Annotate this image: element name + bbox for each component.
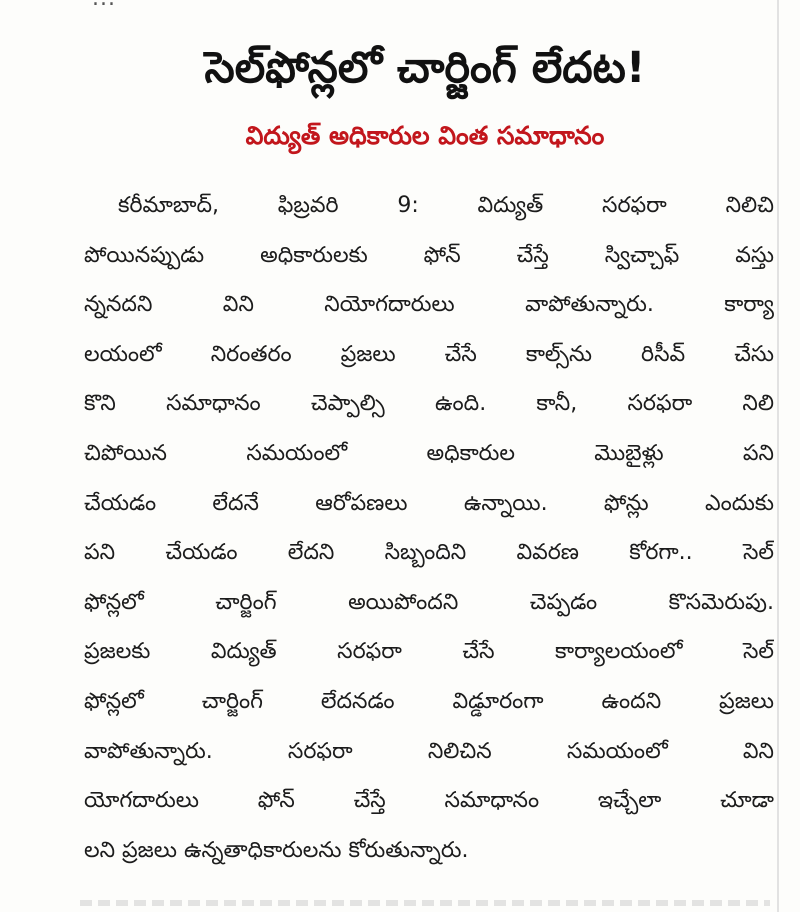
body-line-11: ఫోన్లలో చార్జింగ్‌ లేదనడం విడ్డూరంగా ఉందని ప్రజలు: [84, 688, 774, 714]
body-line-3: న్ననదని విని నియోగదారులు వాపోతున్నారు. కార్యా: [84, 292, 774, 318]
column-divider: [777, 0, 779, 912]
cropped-next-line: [80, 900, 770, 906]
body-line-4: లయంలో నిరంతరం ప్రజలు చేసే కాల్స్‌ను రిసీవ్‌ చేసు: [84, 341, 774, 367]
body-line-7: చేయడం లేదనే ఆరోపణలు ఉన్నాయి. ఫోన్లు ఎందుకు: [84, 490, 774, 516]
article-body: [84, 181, 774, 875]
cropped-previous-line: [92, 0, 412, 10]
body-line-13: యోగదారులు ఫోన్‌ చేస్తే సమాధానం ఇచ్చేలా చూడా: [84, 788, 774, 814]
body-line-1: కరీమాబాద్‌, ఫిబ్రవరి 9: విద్యుత్‌ సరఫరా నిలిచి: [118, 193, 774, 218]
body-line-12: వాపోతున్నారు. సరఫరా నిలిచిన సమయంలో విని: [84, 738, 774, 764]
body-line-9: ఫోన్లలో చార్జింగ్‌ అయిపోందని చెప్పడం కొసమెరుపు.: [84, 589, 774, 615]
body-line-8: పని చేయడం లేదని సిబ్బందిని వివరణ కోరగా.. సెల్‌: [84, 540, 774, 566]
body-line-2: పోయినప్పుడు అధికారులకు ఫోన్‌ చేస్తే స్విచ్చాఫ్‌ వస్తు: [84, 242, 774, 268]
subheadline: విద్యుత్‌ అధికారుల వింత సమాధానం: [245, 121, 605, 150]
body-line-6: చిపోయిన సమయంలో అధికారుల మొబైళ్లు పని: [84, 440, 774, 466]
body-line-10: ప్రజలకు విద్యుత్‌ సరఫరా చేసే కార్యాలయంలో సెల్‌: [84, 639, 774, 665]
body-line-14: లని ప్రజలు ఉన్నతాధికారులను కోరుతున్నారు.: [84, 837, 469, 863]
headline: సెల్‌ఫోన్లలో చార్జింగ్‌ లేదట!: [204, 43, 646, 93]
body-line-5: కొని సమాధానం చెప్పాల్సి ఉంది. కానీ, సరఫరా నిలి: [84, 391, 774, 417]
